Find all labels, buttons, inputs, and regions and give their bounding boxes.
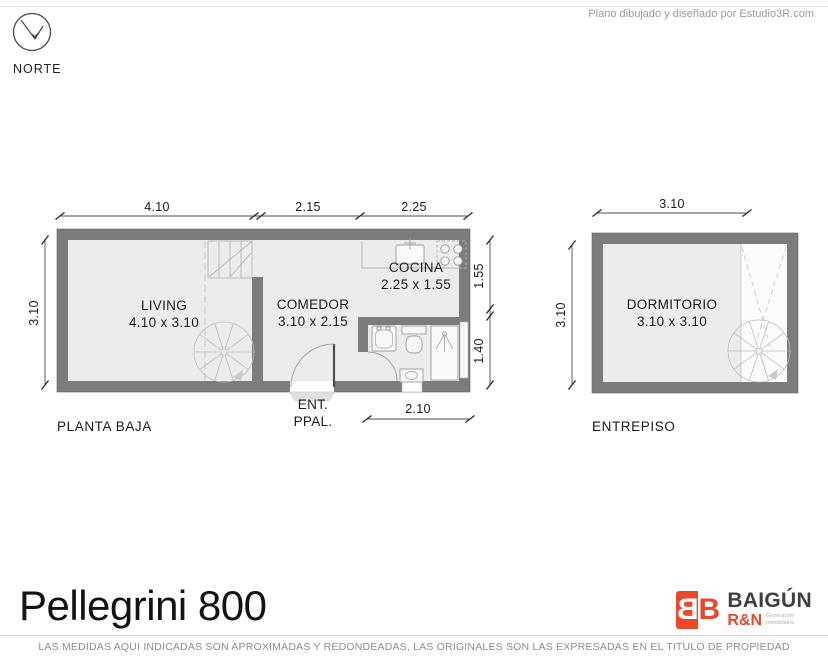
bidet-icon: [400, 369, 423, 382]
logo-bb-icon: B B: [676, 591, 720, 629]
drawing-credit: Plano dibujado y diseñado por Estudio3R.com: [588, 8, 814, 20]
ep-dim-left: 3.10: [554, 302, 568, 328]
bathtub-icon: [372, 326, 396, 351]
shower-icon: [431, 326, 458, 380]
dim-2-15: 2.15: [295, 200, 321, 214]
entrance-label-line1: ENT.: [297, 397, 329, 412]
disclaimer-text: LAS MEDIDAS AQUI INDICADAS SON APROXIMADAS Y REDONDEADAS, LAS ORIGINALES SON LAS EXPRESADAS EN EL TITULO DE PROPIEDAD: [38, 641, 790, 653]
dim-left-3-10: 3.10: [27, 300, 41, 326]
planta-baja-label: PLANTA BAJA: [57, 419, 152, 434]
logo-brand-name: BAIGÚN: [727, 589, 812, 612]
comedor-label: COMEDOR: [276, 297, 350, 312]
dim-2-10: 2.10: [405, 402, 431, 416]
dormitorio-size: 3.10 x 3.10: [636, 314, 708, 329]
living-label: LIVING: [140, 298, 188, 313]
dim-4-10: 4.10: [144, 200, 170, 214]
logo-sub-name: R&N: [727, 612, 763, 629]
living-size: 4.10 x 3.10: [128, 315, 200, 330]
cocina-size: 2.25 x 1.55: [380, 277, 452, 292]
comedor-size: 3.10 x 2.15: [277, 314, 349, 329]
planta-baja-plan: [27, 200, 494, 434]
ep-dim-top: 3.10: [659, 197, 685, 211]
cocina-label: COCINA: [388, 260, 444, 275]
footer-divider: [0, 635, 828, 636]
entrepiso-plan: [554, 197, 798, 434]
brand-logo: [676, 590, 812, 629]
page-title: Pellegrini 800: [19, 582, 267, 629]
dim-1-40: 1.40: [472, 338, 486, 364]
logo-tagline: Generación Inmobiliaria: [766, 613, 795, 627]
dormitorio-label: DORMITORIO: [626, 297, 718, 312]
dim-1-55: 1.55: [472, 263, 486, 289]
entrepiso-label: ENTREPISO: [592, 419, 676, 434]
compass-label: NORTE: [13, 62, 62, 76]
entrance-label-line2: PPAL.: [293, 414, 333, 429]
dim-2-25: 2.25: [401, 200, 427, 214]
